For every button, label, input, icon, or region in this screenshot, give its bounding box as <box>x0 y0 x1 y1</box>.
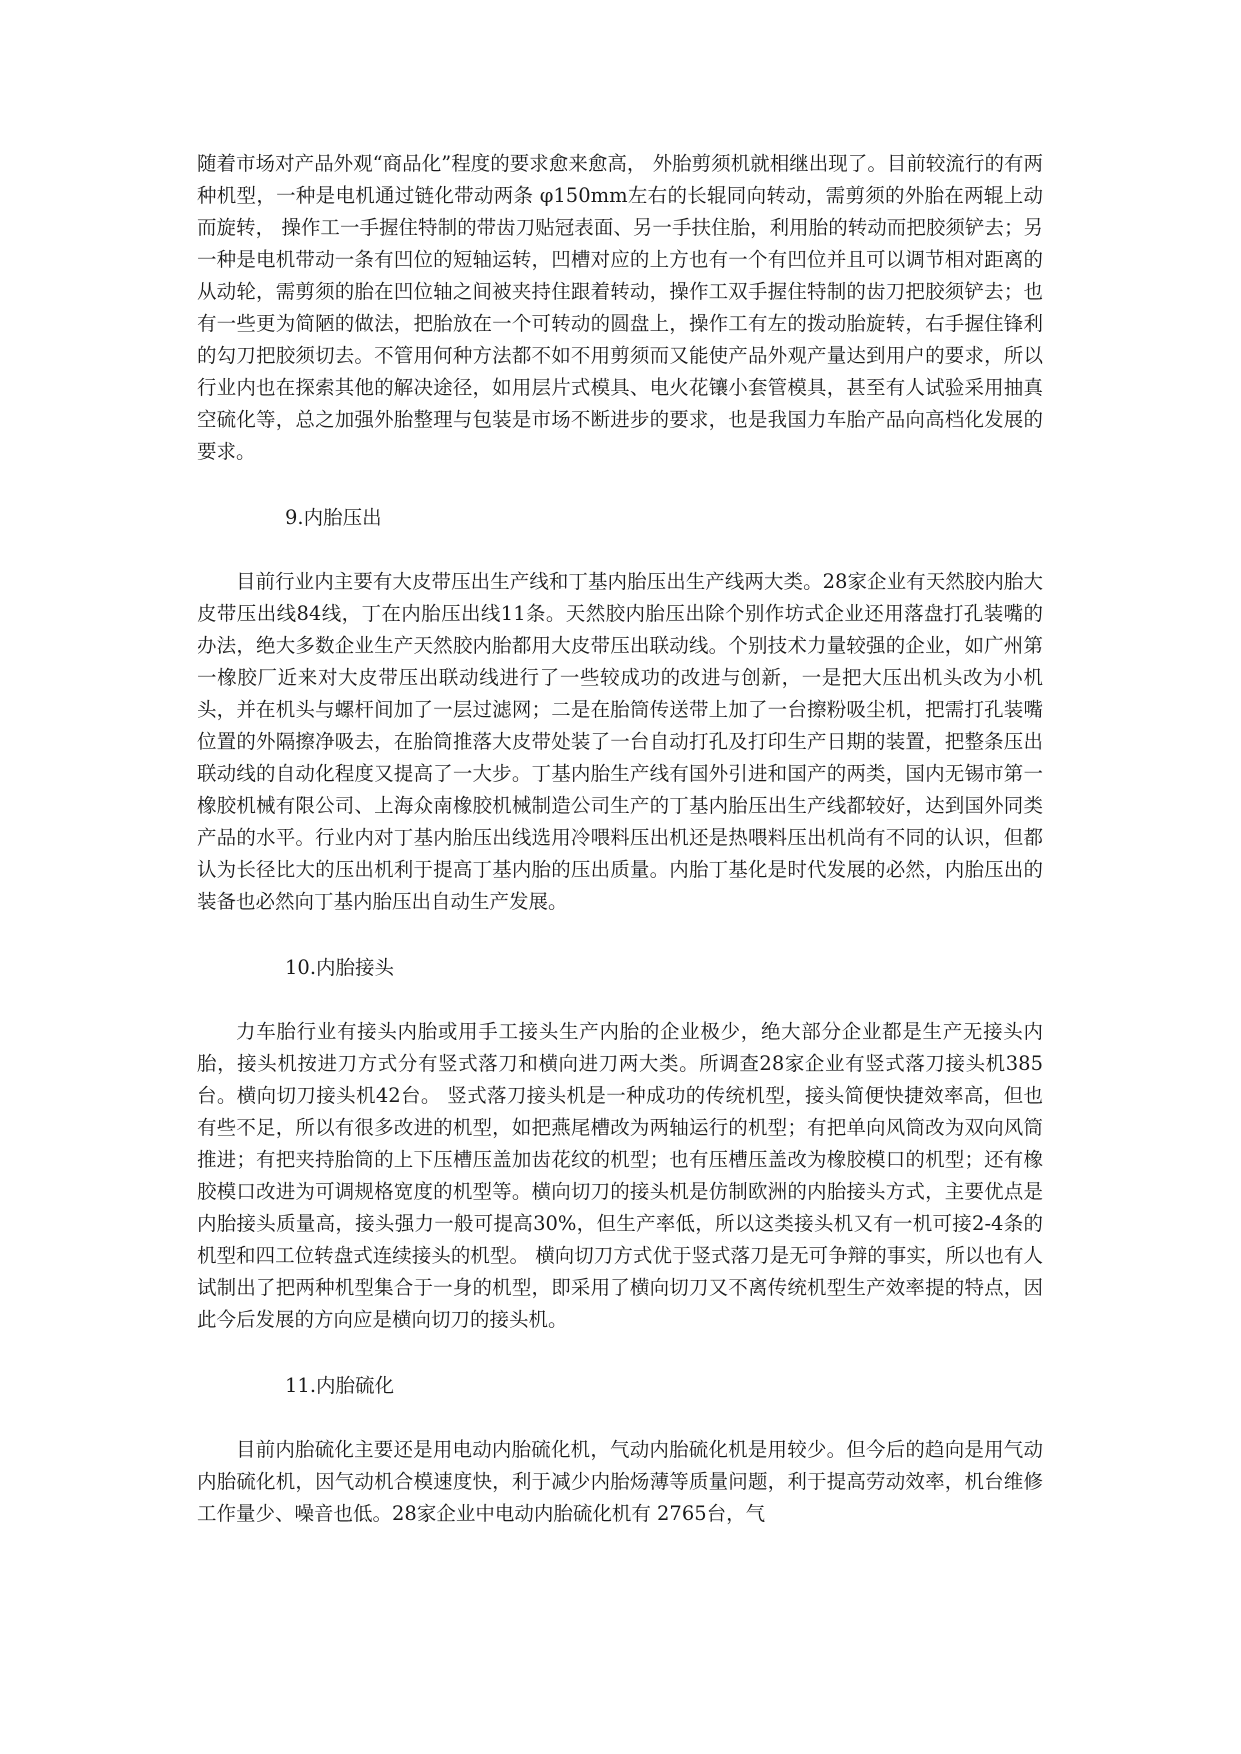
section-heading-11: 11.内胎硫化 <box>285 1374 395 1397</box>
paragraph-inner-tube-splicing: 力车胎行业有接头内胎或用手工接头生产内胎的企业极少，绝大部分企业都是生产无接头内胎，接头机按进刀方式分有竖式落刀和横向进刀两大类。所调查28家企业有竖式落刀接头机385台。横向切刀接头机42台。 竖式落刀接头机是一种成功的传统机型，接头简便快捷效率高，但也有些不足，所以有很多改进的机型，如把燕尾槽改为两轴运行的机型；有把单向风筒改为双向风筒推进；有把夹持胎筒的上下压槽压盖加齿花纹的机型；也有压槽压盖改为橡胶模口的机型；还有橡胶模口改进为可调规格宽度的机型等。横向切刀的接头机是仿制欧洲的内胎接头方式，主要优点是内胎接头质量高，接头强力一般可提高30%，但生产率低，所以这类接头机又有一机可接2-4条的机型和四工位转盘式连续接头的机型。 横向切刀方式优于竖式落刀是无可争辩的事实，所以也有人试制出了把两种机型集合于一身的机型，即采用了横向切刀又不离传统机型生产效率提的特点，因此今后发展的方向应是横向切刀的接头机。 <box>197 1020 1043 1331</box>
paragraph-inner-tube-extrusion: 目前行业内主要有大皮带压出生产线和丁基内胎压出生产线两大类。28家企业有天然胶内胎大皮带压出线84线，丁在内胎压出线11条。天然胶内胎压出除个别作坊式企业还用落盘打孔装嘴的办法，绝大多数企业生产天然胶内胎都用大皮带压出联动线。个别技术力量较强的企业，如广州第一橡胶厂近来对大皮带压出联动线进行了一些较成功的改进与创新，一是把大压出机头改为小机头，并在机头与螺杆间加了一层过滤网；二是在胎筒传送带上加了一台擦粉吸尘机，把需打孔装嘴位置的外隔擦净吸去，在胎筒推落大皮带处装了一台自动打孔及打印生产日期的装置，把整条压出联动线的自动化程度又提高了一大步。丁基内胎生产线有国外引进和国产的两类，国内无锡市第一橡胶机械有限公司、上海众南橡胶机械制造公司生产的丁基内胎压出生产线都较好，达到国外同类产品的水平。行业内对丁基内胎压出线选用冷喂料压出机还是热喂料压出机尚有不同的认识，但都认为长径比大的压出机利于提高丁基内胎的压出质量。内胎丁基化是时代发展的必然，内胎压出的装备也必然向丁基内胎压出自动生产发展。 <box>197 570 1043 913</box>
spacer <box>197 534 1043 566</box>
spacer <box>197 1336 1043 1370</box>
section-heading-9: 9.内胎压出 <box>285 506 382 529</box>
section-heading-10: 10.内胎接头 <box>285 956 395 979</box>
paragraph-outer-tire-trimming: 随着市场对产品外观“商品化”程度的要求愈来愈高， 外胎剪须机就相继出现了。目前较流行的有两种机型，一种是电机通过链化带动两条 φ150mm左右的长辊同向转动，需剪须的外胎在两辊上动而旋转， 操作工一手握住特制的带齿刀贴冠表面、另一手扶住胎，利用胎的转动而把胶须铲去；另一种是电机带动一条有凹位的短轴运转，凹槽对应的上方也有一个有凹位并且可以调节相对距离的从动轮，需剪须的胎在凹位轴之间被夹持住跟着转动，操作工双手握住特制的齿刀把胶须铲去；也有一些更为简陋的做法，把胎放在一个可转动的圆盘上，操作工有左的拨动胎旋转，右手握住锋利的勾刀把胶须切去。不管用何种方法都不如不用剪须而又能使产品外观产量达到用户的要求，所以行业内也在探索其他的解决途径，如用层片式模具、电火花镶小套管模具，甚至有人试验采用抽真空硫化等，总之加强外胎整理与包装是市场不断进步的要求，也是我国力车胎产品向高档化发展的要求。 <box>197 152 1043 463</box>
spacer <box>197 1402 1043 1434</box>
document-page <box>197 148 1043 1530</box>
paragraph-inner-tube-vulcanization: 目前内胎硫化主要还是用电动内胎硫化机，气动内胎硫化机是用较少。但今后的趋向是用气动内胎硫化机，因气动机合模速度快，利于减少内胎炀薄等质量问题，利于提高劳动效率，机台维修工作量少、噪音也低。28家企业中电动内胎硫化机有 2765台，气 <box>197 1438 1043 1525</box>
spacer <box>197 984 1043 1016</box>
spacer <box>197 918 1043 952</box>
spacer <box>197 468 1043 502</box>
